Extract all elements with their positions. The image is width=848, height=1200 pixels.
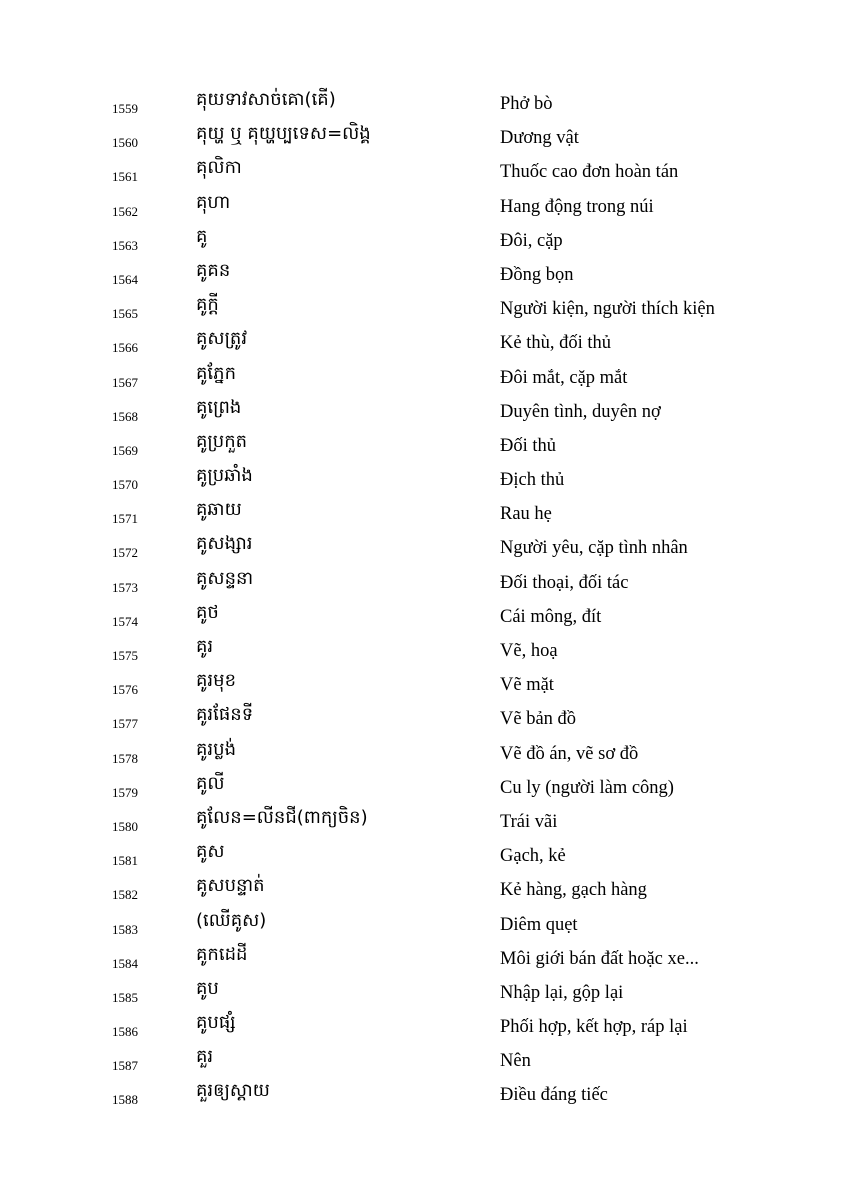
entry-number: 1566 bbox=[112, 340, 138, 356]
khmer-term: គូប្រឆាំង bbox=[196, 465, 253, 487]
entry-number: 1564 bbox=[112, 271, 138, 287]
entry-number: 1579 bbox=[112, 784, 138, 800]
entry-row bbox=[0, 257, 848, 291]
khmer-term: គូរ bbox=[196, 636, 214, 657]
khmer-term: គូស bbox=[196, 841, 225, 863]
vietnamese-translation: Đối thủ bbox=[500, 435, 557, 456]
vietnamese-translation: Điều đáng tiếc bbox=[500, 1085, 608, 1106]
entry-number: 1572 bbox=[112, 545, 138, 561]
khmer-term: គូថ bbox=[196, 601, 219, 623]
vietnamese-translation: Vẽ, hoạ bbox=[500, 641, 558, 661]
vietnamese-translation: Duyên tình, duyên nợ bbox=[500, 401, 661, 422]
entry-row bbox=[0, 667, 848, 701]
entry-row bbox=[0, 701, 848, 735]
vietnamese-translation: Trái vãi bbox=[500, 811, 558, 832]
entry-number: 1580 bbox=[112, 818, 138, 834]
entry-row bbox=[0, 1077, 848, 1111]
entry-number: 1575 bbox=[112, 648, 138, 663]
entry-row bbox=[0, 599, 848, 633]
vietnamese-translation: Phở bò bbox=[500, 94, 553, 114]
entry-row bbox=[0, 154, 848, 188]
entry-row bbox=[0, 394, 848, 428]
khmer-term: គូកដេដី bbox=[196, 943, 248, 965]
khmer-term: គូភ្នែក bbox=[196, 362, 236, 384]
entry-number: 1577 bbox=[112, 716, 138, 732]
khmer-term: គូប bbox=[196, 977, 219, 999]
khmer-term: គូបផ្សំ bbox=[196, 1012, 236, 1034]
khmer-term: គូឆាយ bbox=[196, 499, 242, 521]
entry-number: 1586 bbox=[112, 1024, 138, 1040]
entry-number: 1569 bbox=[112, 442, 138, 458]
khmer-term: គូលែន=លីនជី(ពាក្យចិន) bbox=[196, 806, 368, 828]
entry-row bbox=[0, 530, 848, 564]
entry-row bbox=[0, 223, 848, 257]
entry-row bbox=[0, 291, 848, 325]
vietnamese-translation: Đôi, cặp bbox=[500, 230, 563, 251]
vietnamese-translation: Nên bbox=[500, 1051, 531, 1072]
vietnamese-translation: Đồng bọn bbox=[500, 264, 574, 285]
entry-row bbox=[0, 86, 848, 120]
entry-row bbox=[0, 565, 848, 599]
khmer-term: គូសង្សារ bbox=[196, 533, 253, 555]
khmer-term: គុហា bbox=[196, 191, 231, 213]
vietnamese-translation: Hang động trong núi bbox=[500, 196, 654, 217]
entry-row bbox=[0, 907, 848, 941]
khmer-term: គូរប្លង់ bbox=[196, 738, 236, 760]
vietnamese-translation: Môi giới bán đất hoặc xe... bbox=[500, 948, 699, 969]
entry-number: 1565 bbox=[112, 306, 138, 322]
khmer-term: គូព្រេង bbox=[196, 396, 242, 418]
vietnamese-translation: Cu ly (người làm công) bbox=[500, 777, 674, 798]
entry-list bbox=[0, 86, 848, 1112]
entry-row bbox=[0, 360, 848, 394]
khmer-term: គួរឲ្យស្ដាយ bbox=[196, 1080, 270, 1102]
entry-row bbox=[0, 736, 848, 770]
entry-number: 1559 bbox=[112, 101, 138, 116]
khmer-term: គូសន្ទនា bbox=[196, 567, 254, 589]
vietnamese-translation: Thuốc cao đơn hoàn tán bbox=[500, 162, 679, 183]
entry-row bbox=[0, 189, 848, 223]
khmer-term: គូសបន្ទាត់ bbox=[196, 875, 265, 897]
entry-row bbox=[0, 496, 848, 530]
entry-number: 1587 bbox=[112, 1058, 138, 1074]
vietnamese-translation: Nhập lại, gộp lại bbox=[500, 982, 624, 1003]
khmer-term: គុយ្ហ ឬ គុយ្ហប្បទេស=លិង្គ bbox=[196, 123, 371, 145]
vietnamese-translation: Vẽ mặt bbox=[500, 675, 554, 696]
vietnamese-translation: Đối thoại, đối tác bbox=[500, 572, 629, 593]
vietnamese-translation: Người kiện, người thích kiện bbox=[500, 299, 715, 320]
khmer-term: (ឈើគូស) bbox=[196, 909, 267, 931]
vietnamese-translation: Diêm quẹt bbox=[500, 914, 578, 935]
entry-row bbox=[0, 872, 848, 906]
entry-number: 1560 bbox=[112, 135, 138, 151]
entry-number: 1562 bbox=[112, 203, 138, 219]
vietnamese-translation: Cái mông, đít bbox=[500, 606, 602, 627]
vietnamese-translation: Vẽ đồ án, vẽ sơ đồ bbox=[500, 743, 639, 764]
khmer-term: គុលិកា bbox=[196, 157, 242, 179]
entry-number: 1568 bbox=[112, 408, 138, 424]
khmer-term: គូក្ដី bbox=[196, 294, 219, 316]
khmer-term: គូលី bbox=[196, 772, 225, 794]
entry-number: 1585 bbox=[112, 989, 138, 1005]
khmer-term: គូសត្រូវ bbox=[196, 328, 248, 350]
vietnamese-translation: Người yêu, cặp tình nhân bbox=[500, 538, 688, 559]
khmer-term: គូប្រកួត bbox=[196, 430, 248, 452]
entry-number: 1571 bbox=[112, 511, 138, 527]
entry-number: 1574 bbox=[112, 613, 138, 629]
vietnamese-translation: Phối hợp, kết hợp, ráp lại bbox=[500, 1017, 688, 1038]
entry-row bbox=[0, 462, 848, 496]
vietnamese-translation: Rau hẹ bbox=[500, 504, 552, 525]
entry-number: 1561 bbox=[112, 169, 138, 185]
entry-number: 1588 bbox=[112, 1092, 138, 1108]
vietnamese-translation: Đôi mắt, cặp mắt bbox=[500, 367, 628, 388]
khmer-term: គូ bbox=[196, 225, 208, 247]
entry-row bbox=[0, 1043, 848, 1077]
vietnamese-translation: Địch thủ bbox=[500, 470, 565, 491]
entry-number: 1567 bbox=[112, 374, 138, 390]
entry-row bbox=[0, 120, 848, 154]
entry-number: 1583 bbox=[112, 921, 138, 937]
entry-number: 1563 bbox=[112, 237, 138, 253]
entry-row bbox=[0, 804, 848, 838]
vietnamese-translation: Kẻ hàng, gạch hàng bbox=[500, 880, 647, 901]
entry-row bbox=[0, 325, 848, 359]
entry-row bbox=[0, 1009, 848, 1043]
entry-number: 1582 bbox=[112, 887, 138, 903]
entry-number: 1570 bbox=[112, 477, 138, 493]
khmer-term: គូរផែនទី bbox=[196, 704, 254, 726]
entry-number: 1576 bbox=[112, 682, 138, 698]
entry-row bbox=[0, 838, 848, 872]
khmer-term: គុយទាវសាច់គោ(គើ) bbox=[196, 89, 336, 110]
vietnamese-translation: Kẻ thù, đối thủ bbox=[500, 333, 611, 354]
vietnamese-translation: Vẽ bản đồ bbox=[500, 709, 577, 730]
khmer-term: គូគន bbox=[196, 259, 231, 281]
vietnamese-translation: Dương vật bbox=[500, 128, 579, 149]
entry-row bbox=[0, 633, 848, 667]
entry-number: 1573 bbox=[112, 579, 138, 595]
entry-number: 1578 bbox=[112, 750, 138, 766]
khmer-term: គូរមុខ bbox=[196, 670, 236, 692]
entry-row bbox=[0, 975, 848, 1009]
entry-row bbox=[0, 941, 848, 975]
vietnamese-translation: Gạch, kẻ bbox=[500, 846, 566, 867]
entry-number: 1581 bbox=[112, 853, 138, 869]
khmer-term: គួរ bbox=[196, 1046, 214, 1068]
entry-number: 1584 bbox=[112, 955, 138, 971]
entry-row bbox=[0, 770, 848, 804]
entry-row bbox=[0, 428, 848, 462]
